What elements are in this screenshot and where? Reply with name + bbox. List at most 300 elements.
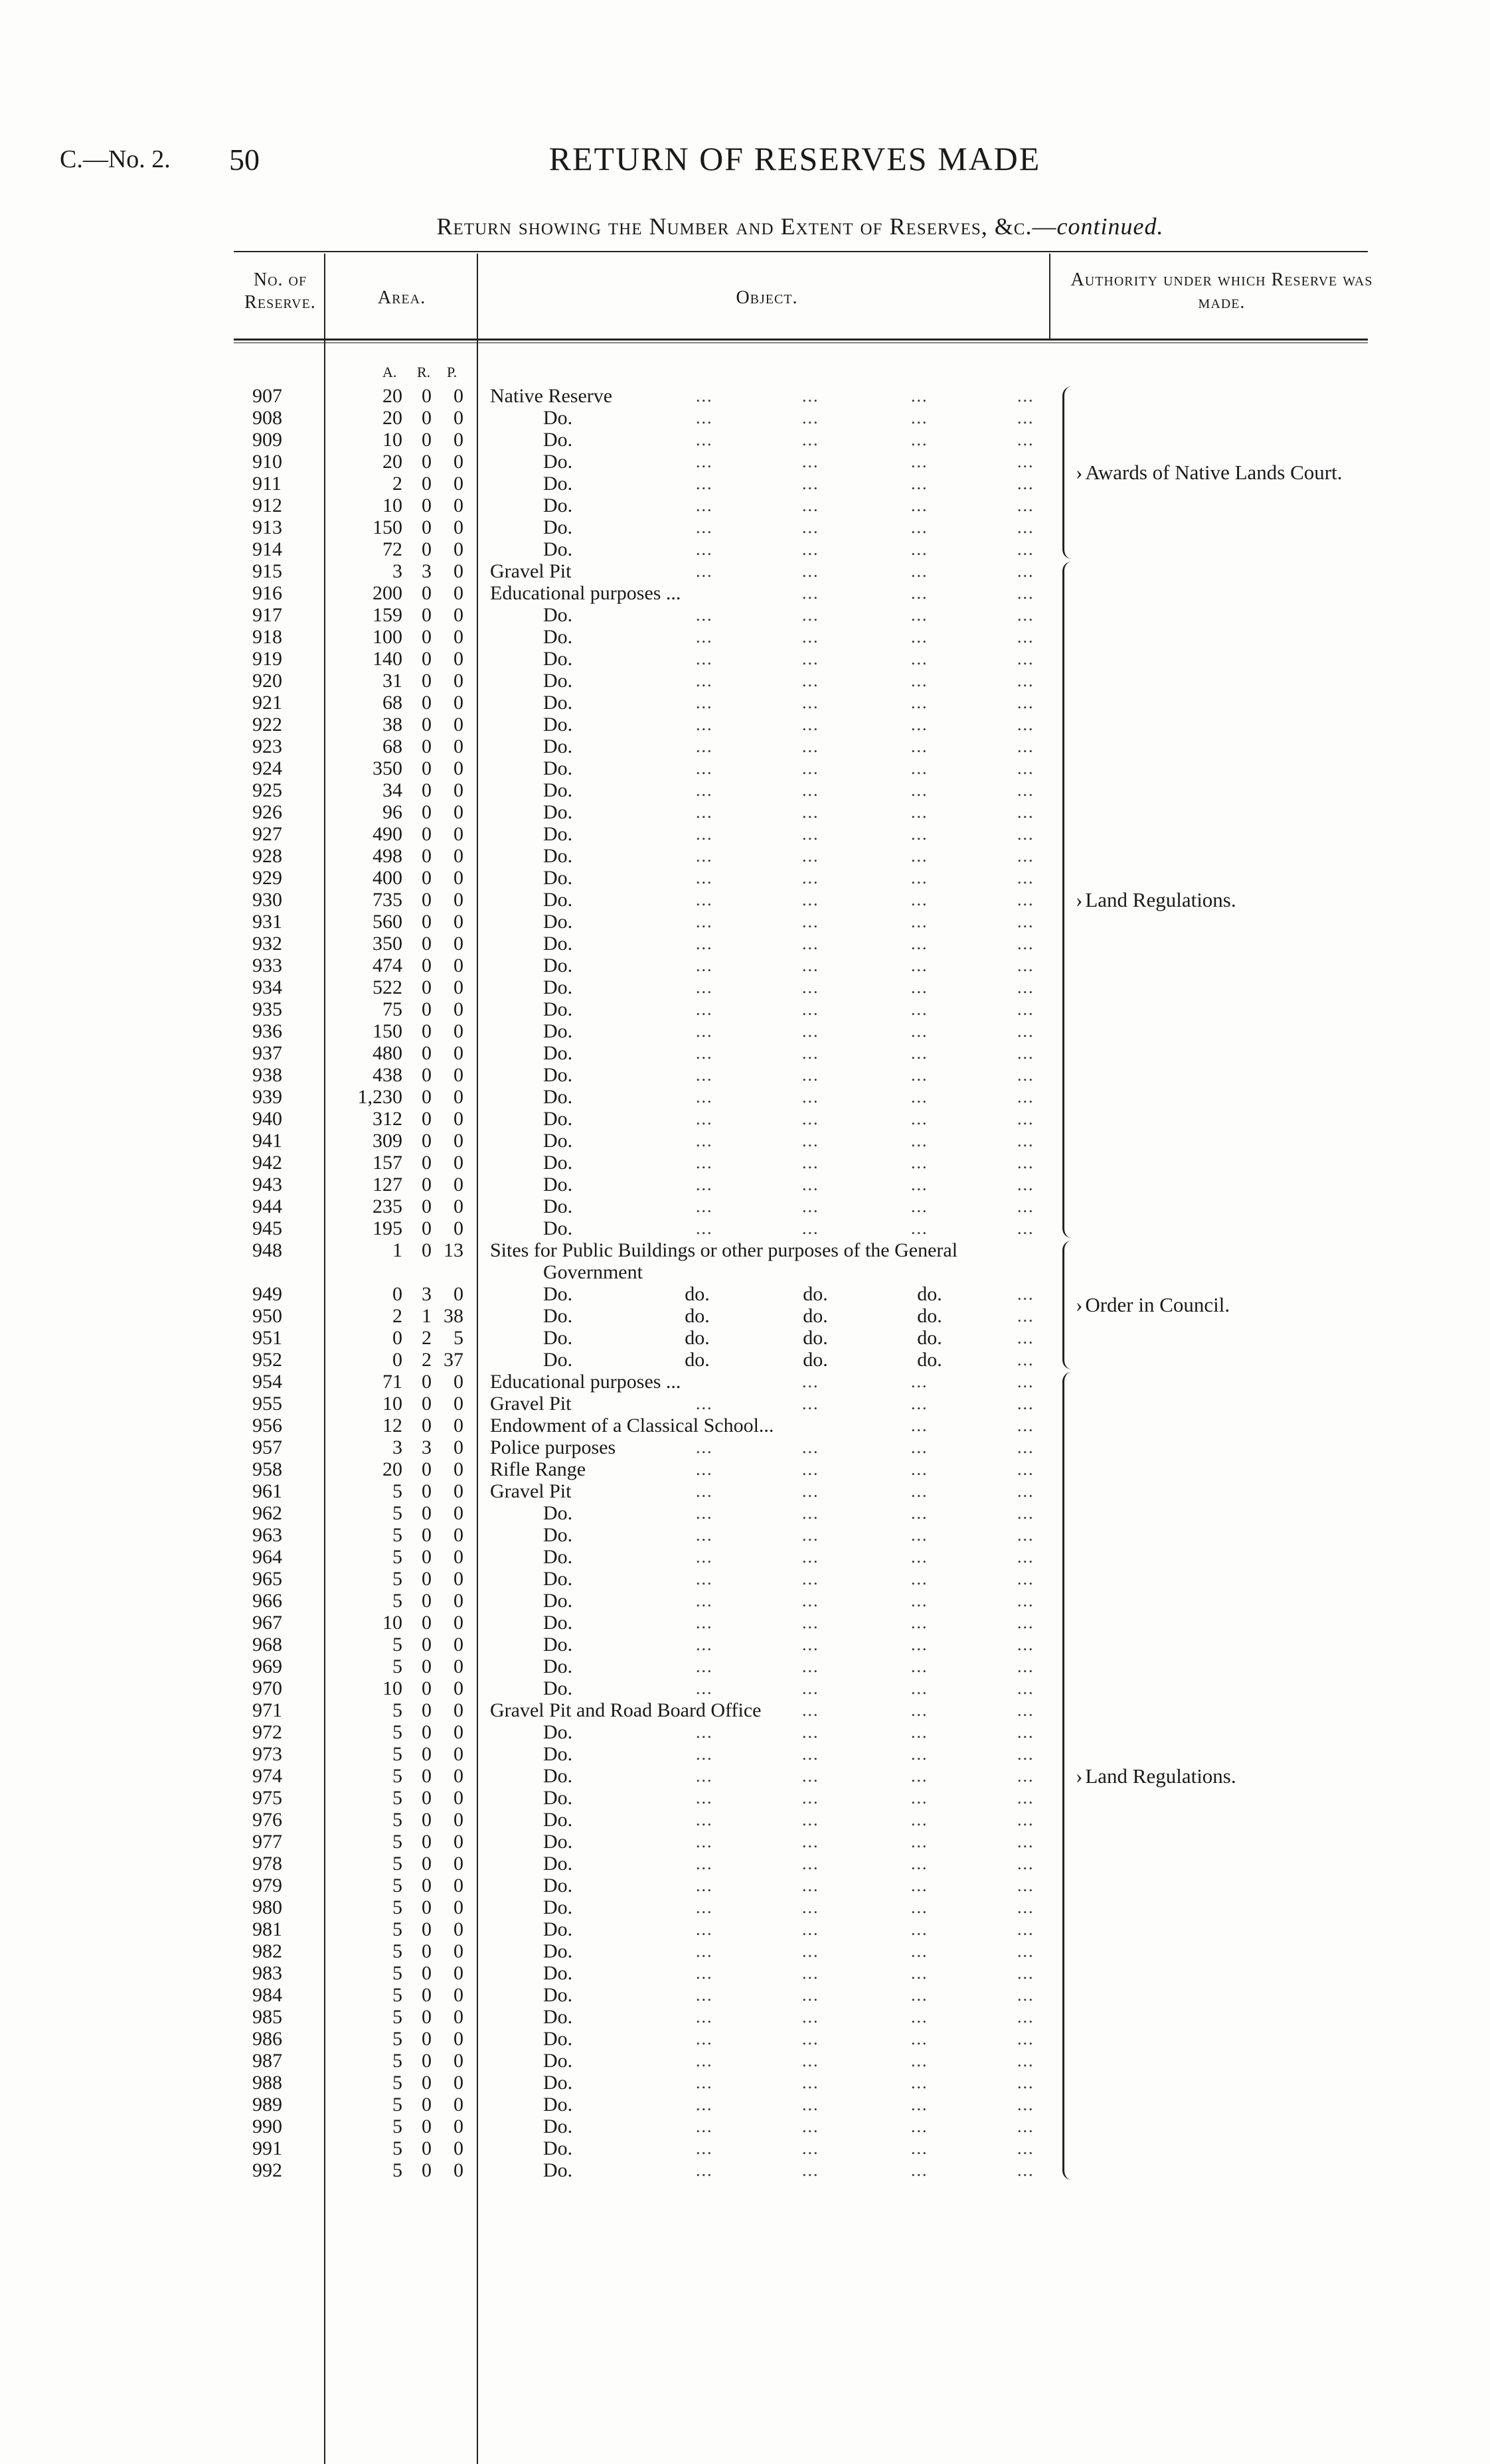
- reserve-number: 958: [252, 1458, 282, 1480]
- leader-dots: ...: [696, 1000, 713, 1019]
- area-perches: 0: [454, 2159, 463, 2181]
- object-text: Do.: [543, 1743, 573, 1765]
- reserve-number: 981: [252, 1918, 282, 1940]
- area-roods: 0: [422, 1918, 432, 1940]
- area-roods: 0: [422, 1130, 432, 1152]
- leader-dots: ...: [911, 1197, 928, 1216]
- leader-dots: ...: [1017, 1525, 1035, 1545]
- table-row: [0, 2006, 1490, 2028]
- object-text: Educational purposes ...: [490, 1371, 681, 1393]
- ditto-mark: do.: [803, 1349, 828, 1371]
- object-text: Do.: [543, 2072, 573, 2094]
- leader-dots: ...: [696, 1219, 713, 1238]
- leader-dots: ...: [696, 1898, 713, 1917]
- area-acres: 5: [392, 1831, 402, 1853]
- leader-dots: ...: [1017, 1964, 1035, 1983]
- area-perches: 0: [454, 1787, 463, 1809]
- reserve-number: 950: [252, 1305, 282, 1327]
- area-acres: 5: [392, 2028, 402, 2050]
- leader-dots: ...: [1017, 1569, 1035, 1588]
- leader-dots: ...: [911, 1920, 928, 1939]
- leader-dots: ...: [802, 693, 819, 712]
- area-roods: 0: [422, 1568, 432, 1590]
- leader-dots: ...: [911, 1788, 928, 1808]
- leader-dots: ...: [1017, 1613, 1035, 1632]
- area-acres: 12: [382, 1415, 402, 1436]
- area-perches: 0: [454, 1217, 463, 1239]
- object-text: Do.: [543, 1590, 573, 1612]
- leader-dots: ...: [696, 649, 713, 668]
- area-acres: 5: [392, 1699, 402, 1721]
- leader-dots: ...: [1017, 1898, 1035, 1917]
- area-acres: 157: [372, 1152, 402, 1174]
- leader-dots: ...: [696, 693, 713, 712]
- area-roods: 0: [422, 1590, 432, 1612]
- area-roods: 0: [422, 1546, 432, 1568]
- leader-dots: ...: [1017, 1175, 1035, 1194]
- area-perches: 0: [454, 735, 463, 757]
- leader-dots: ...: [802, 1525, 819, 1545]
- leader-dots: ...: [696, 386, 713, 406]
- table-row: [0, 1699, 1490, 1721]
- area-acres: 150: [372, 516, 402, 538]
- area-perches: 0: [454, 2072, 463, 2094]
- area-roods: 0: [422, 779, 432, 801]
- area-roods: 2: [422, 1327, 432, 1349]
- object-text: Do.: [543, 1831, 573, 1853]
- area-perches: 0: [454, 1831, 463, 1853]
- leader-dots: ...: [802, 1920, 819, 1939]
- table-row: [0, 385, 1490, 407]
- table-row: [0, 845, 1490, 867]
- area-roods: 0: [422, 1699, 432, 1721]
- leader-dots: ...: [1017, 1942, 1035, 1961]
- area-roods: 2: [422, 1349, 432, 1371]
- area-perches: 0: [454, 1634, 463, 1656]
- leader-dots: ...: [911, 1679, 928, 1698]
- object-text: Do.: [543, 1962, 573, 1984]
- leader-dots: ...: [911, 1810, 928, 1829]
- leader-dots: ...: [1017, 1000, 1035, 1019]
- area-perches: 0: [454, 1480, 463, 1502]
- leader-dots: ...: [1017, 1065, 1035, 1085]
- area-perches: 0: [454, 626, 463, 648]
- leader-dots: ...: [1017, 1503, 1035, 1523]
- leader-dots: ...: [1017, 803, 1035, 822]
- ditto-mark: do.: [685, 1349, 710, 1371]
- leader-dots: ...: [802, 1022, 819, 1041]
- object-text: Endowment of a Classical School...: [490, 1415, 774, 1436]
- area-acres: 5: [392, 1875, 402, 1896]
- leader-dots: ...: [1017, 1131, 1035, 1150]
- leader-dots: ...: [911, 1832, 928, 1851]
- object-text: Do.: [543, 735, 573, 757]
- object-text: Do.: [543, 1612, 573, 1634]
- table-row: [0, 955, 1490, 976]
- reserve-number: 931: [252, 911, 282, 933]
- leader-dots: ...: [1017, 430, 1035, 449]
- area-acres: 38: [382, 714, 402, 735]
- area-perches: 0: [454, 1853, 463, 1875]
- leader-dots: ...: [1017, 715, 1035, 734]
- leader-dots: ...: [911, 2073, 928, 2092]
- reserve-number: 974: [252, 1765, 282, 1787]
- leader-dots: ...: [696, 956, 713, 975]
- reserve-number: 969: [252, 1656, 282, 1677]
- object-text: Do.: [543, 1809, 573, 1831]
- area-roods: 0: [422, 2050, 432, 2072]
- leader-dots: ...: [1017, 1394, 1035, 1413]
- leader-dots: ...: [802, 2139, 819, 2158]
- leader-dots: ...: [696, 1985, 713, 2005]
- leader-dots: ...: [696, 1065, 713, 1085]
- reserve-number: 987: [252, 2050, 282, 2072]
- object-text: Do.: [543, 2159, 573, 2181]
- leader-dots: ...: [911, 1394, 928, 1413]
- leader-dots: ...: [911, 824, 928, 844]
- area-acres: 200: [372, 582, 402, 604]
- area-roods: 0: [422, 1524, 432, 1546]
- area-roods: 0: [422, 429, 432, 451]
- table-row: [0, 1371, 1490, 1393]
- area-perches: 0: [454, 1283, 463, 1305]
- area-perches: 0: [454, 2116, 463, 2137]
- leader-dots: ...: [1017, 1219, 1035, 1238]
- leader-dots: ...: [911, 1109, 928, 1128]
- leader-dots: ...: [802, 1197, 819, 1216]
- leader-dots: ...: [802, 715, 819, 734]
- leader-dots: ...: [1017, 1328, 1035, 1348]
- leader-dots: ...: [911, 956, 928, 975]
- area-perches: 0: [454, 911, 463, 933]
- area-roods: 0: [422, 2116, 432, 2137]
- area-perches: 0: [454, 1677, 463, 1699]
- leader-dots: ...: [911, 496, 928, 515]
- area-acres: 400: [372, 867, 402, 889]
- leader-dots: ...: [802, 540, 819, 559]
- leader-dots: ...: [802, 2095, 819, 2114]
- area-acres: 5: [392, 1721, 402, 1743]
- object-text: Do.: [543, 1875, 573, 1896]
- leader-dots: ...: [911, 518, 928, 537]
- area-roods: 0: [422, 1195, 432, 1217]
- area-acres: 5: [392, 1480, 402, 1502]
- reserve-number: 966: [252, 1590, 282, 1612]
- table-row: [0, 1327, 1490, 1349]
- area-roods: 0: [422, 845, 432, 867]
- object-text: Do.: [543, 1984, 573, 2006]
- leader-dots: ...: [911, 1854, 928, 1873]
- area-perches: 0: [454, 1393, 463, 1415]
- area-roods: 0: [422, 648, 432, 670]
- area-perches: 0: [454, 1743, 463, 1765]
- reserve-number: 908: [252, 407, 282, 429]
- object-text: Do.: [543, 1721, 573, 1743]
- object-text: Do.: [543, 911, 573, 933]
- leader-dots: ...: [802, 1876, 819, 1895]
- area-acres: 10: [382, 495, 402, 516]
- leader-dots: ...: [696, 518, 713, 537]
- leader-dots: ...: [802, 1613, 819, 1632]
- leader-dots: ...: [802, 1657, 819, 1676]
- leader-dots: ...: [802, 1832, 819, 1851]
- table-row: [0, 889, 1490, 911]
- leader-dots: ...: [802, 496, 819, 515]
- table-row: [0, 1984, 1490, 2006]
- area-perches: 0: [454, 495, 463, 516]
- object-text: Do.: [543, 429, 573, 451]
- leader-dots: ...: [1017, 1022, 1035, 1041]
- leader-dots: ...: [1017, 1985, 1035, 2005]
- leader-dots: ...: [696, 912, 713, 931]
- area-perches: 0: [454, 1546, 463, 1568]
- leader-dots: ...: [911, 1569, 928, 1588]
- ditto-mark: do.: [685, 1327, 710, 1349]
- reserve-number: 978: [252, 1853, 282, 1875]
- ditto-mark: do.: [917, 1349, 942, 1371]
- object-text: Do.: [543, 998, 573, 1020]
- leader-dots: ...: [696, 1087, 713, 1107]
- reserve-number: 957: [252, 1436, 282, 1458]
- area-acres: 5: [392, 1502, 402, 1524]
- area-roods: 0: [422, 1677, 432, 1699]
- object-text: Do.: [543, 1152, 573, 1174]
- leader-dots: ...: [1017, 474, 1035, 493]
- table-row: [0, 1568, 1490, 1590]
- object-text: Do.: [543, 626, 573, 648]
- leader-dots: ...: [802, 1087, 819, 1107]
- object-text: Do.: [543, 1283, 573, 1305]
- leader-dots: ...: [911, 2117, 928, 2136]
- leader-dots: ...: [911, 1591, 928, 1610]
- leader-dots: ...: [1017, 759, 1035, 778]
- area-acres: 100: [372, 626, 402, 648]
- area-roods: 0: [422, 1721, 432, 1743]
- leader-dots: ...: [1017, 2073, 1035, 2092]
- leader-dots: ...: [696, 408, 713, 427]
- leader-dots: ...: [696, 1810, 713, 1829]
- area-acres: 5: [392, 2094, 402, 2116]
- leader-dots: ...: [696, 430, 713, 449]
- column-header-area: Area.: [377, 287, 426, 308]
- reserve-number: 921: [252, 692, 282, 714]
- area-acres: 5: [392, 1634, 402, 1656]
- leader-dots: ...: [696, 2051, 713, 2070]
- leader-dots: ...: [696, 1043, 713, 1063]
- object-text: Do.: [543, 1305, 573, 1327]
- area-roods: 0: [422, 604, 432, 626]
- leader-dots: ...: [696, 627, 713, 647]
- area-perches: 0: [454, 1721, 463, 1743]
- table-row: [0, 1918, 1490, 1940]
- leader-dots: ...: [1017, 605, 1035, 625]
- area-perches: 0: [454, 998, 463, 1020]
- area-perches: 0: [454, 1195, 463, 1217]
- area-roods: 0: [422, 1831, 432, 1853]
- leader-dots: ...: [1017, 781, 1035, 800]
- leader-dots: ...: [696, 1394, 713, 1413]
- reserve-number: 930: [252, 889, 282, 911]
- leader-dots: ...: [911, 1022, 928, 1041]
- area-acres: 1: [392, 1239, 402, 1261]
- object-text: Do.: [543, 473, 573, 495]
- object-text: Do.: [543, 516, 573, 538]
- leader-dots: ...: [696, 2139, 713, 2158]
- area-roods: 0: [422, 801, 432, 823]
- leader-dots: ...: [911, 1087, 928, 1107]
- leader-dots: ...: [911, 671, 928, 690]
- leader-dots: ...: [911, 846, 928, 866]
- leader-dots: ...: [802, 386, 819, 406]
- table-row: [0, 2159, 1490, 2181]
- table-row: [0, 1195, 1490, 1217]
- area-acres: 10: [382, 1612, 402, 1634]
- area-roods: 0: [422, 1787, 432, 1809]
- leader-dots: ...: [911, 1723, 928, 1742]
- leader-dots: ...: [696, 1920, 713, 1939]
- area-roods: 0: [422, 2159, 432, 2181]
- leader-dots: ...: [911, 2139, 928, 2158]
- object-text: Do.: [543, 1195, 573, 1217]
- reserve-number: 916: [252, 582, 282, 604]
- area-perches: 13: [444, 1239, 463, 1261]
- table-row: [0, 2137, 1490, 2159]
- reserve-number: 989: [252, 2094, 282, 2116]
- column-header-number: No. of Reserve.: [244, 270, 316, 313]
- area-roods: 0: [422, 495, 432, 516]
- leader-dots: ...: [696, 824, 713, 844]
- leader-dots: ...: [802, 1635, 819, 1654]
- leader-dots: ...: [696, 1788, 713, 1808]
- leader-dots: ...: [1017, 1854, 1035, 1873]
- area-acres: 5: [392, 1546, 402, 1568]
- leader-dots: ...: [696, 2029, 713, 2048]
- table-row: [0, 1064, 1490, 1086]
- table-row: [0, 1787, 1490, 1809]
- table-row: [0, 1458, 1490, 1480]
- leader-dots: ...: [696, 1657, 713, 1676]
- authority-label: › Awards of Native Lands Court.: [1076, 461, 1342, 485]
- leader-dots: ...: [1017, 1635, 1035, 1654]
- area-acres: 5: [392, 1809, 402, 1831]
- leader-dots: ...: [911, 430, 928, 449]
- reserve-number: 941: [252, 1130, 282, 1152]
- area-acres: 5: [392, 1853, 402, 1875]
- area-acres: 34: [382, 779, 402, 801]
- leader-dots: ...: [696, 540, 713, 559]
- leader-dots: ...: [911, 715, 928, 734]
- reserve-number: 985: [252, 2006, 282, 2028]
- area-perches: 37: [444, 1349, 463, 1371]
- leader-dots: ...: [1017, 386, 1035, 406]
- area-roods: 0: [422, 2137, 432, 2159]
- area-acres: 96: [382, 801, 402, 823]
- leader-dots: ...: [911, 803, 928, 822]
- leader-dots: ...: [1017, 1482, 1035, 1501]
- table-row: [0, 1436, 1490, 1458]
- area-perches: 0: [454, 714, 463, 735]
- area-acres: 2: [392, 1305, 402, 1327]
- area-perches: 0: [454, 2137, 463, 2159]
- leader-dots: ...: [911, 2051, 928, 2070]
- area-acres: 735: [372, 889, 402, 911]
- table-row: [0, 692, 1490, 714]
- leader-dots: ...: [1017, 1920, 1035, 1939]
- area-perches: 0: [454, 1896, 463, 1918]
- area-acres: 20: [382, 451, 402, 473]
- area-acres: 75: [382, 998, 402, 1020]
- table-row-continuation: [0, 1261, 1490, 1283]
- object-text: Do.: [543, 1349, 573, 1371]
- ditto-mark: do.: [917, 1283, 942, 1305]
- table-row: [0, 1656, 1490, 1677]
- object-text: Government: [543, 1261, 643, 1283]
- object-text: Educational purposes ...: [490, 582, 681, 604]
- area-roods: 0: [422, 670, 432, 692]
- area-perches: 0: [454, 1984, 463, 2006]
- reserve-number: 919: [252, 648, 282, 670]
- leader-dots: ...: [1017, 1153, 1035, 1172]
- page-number: 50: [229, 143, 260, 177]
- leader-dots: ...: [696, 496, 713, 515]
- area-roods: 0: [422, 516, 432, 538]
- area-roods: 0: [422, 1064, 432, 1086]
- area-acres: 20: [382, 385, 402, 407]
- leader-dots: ...: [911, 1153, 928, 1172]
- reserve-number: 932: [252, 933, 282, 955]
- leader-dots: ...: [1017, 1744, 1035, 1764]
- area-roods: 0: [422, 933, 432, 955]
- area-perches: 0: [454, 451, 463, 473]
- reserve-number: 990: [252, 2116, 282, 2137]
- leader-dots: ...: [911, 912, 928, 931]
- object-text: Do.: [543, 692, 573, 714]
- area-roods: 0: [422, 735, 432, 757]
- leader-dots: ...: [802, 1985, 819, 2005]
- object-text: Do.: [543, 604, 573, 626]
- leader-dots: ...: [1017, 2161, 1035, 2180]
- leader-dots: ...: [696, 934, 713, 953]
- area-roods: 0: [422, 889, 432, 911]
- reserve-number: 976: [252, 1809, 282, 1831]
- object-text: Do.: [543, 1130, 573, 1152]
- area-roods: 0: [422, 1984, 432, 2006]
- table-row: [0, 1480, 1490, 1502]
- leader-dots: ...: [696, 1679, 713, 1698]
- leader-dots: ...: [696, 2161, 713, 2180]
- leader-dots: ...: [911, 781, 928, 800]
- leader-dots: ...: [802, 1000, 819, 1019]
- leader-dots: ...: [1017, 1832, 1035, 1851]
- reserve-number: 968: [252, 1634, 282, 1656]
- area-acres: 195: [372, 1217, 402, 1239]
- table-row: [0, 801, 1490, 823]
- table-row: [0, 1020, 1490, 1042]
- leader-dots: ...: [696, 1482, 713, 1501]
- table-row: [0, 1590, 1490, 1612]
- object-text: Sites for Public Buildings or other purposes of the General: [490, 1239, 958, 1261]
- area-acres: 5: [392, 2072, 402, 2094]
- leader-dots: ...: [911, 1416, 928, 1435]
- reserve-number: 977: [252, 1831, 282, 1853]
- area-perches: 0: [454, 1436, 463, 1458]
- area-perches: 0: [454, 582, 463, 604]
- column-header-object: Object.: [736, 287, 798, 308]
- area-acres: 312: [372, 1108, 402, 1130]
- object-text: Do.: [543, 823, 573, 845]
- area-acres: 68: [382, 735, 402, 757]
- area-roods: 0: [422, 2072, 432, 2094]
